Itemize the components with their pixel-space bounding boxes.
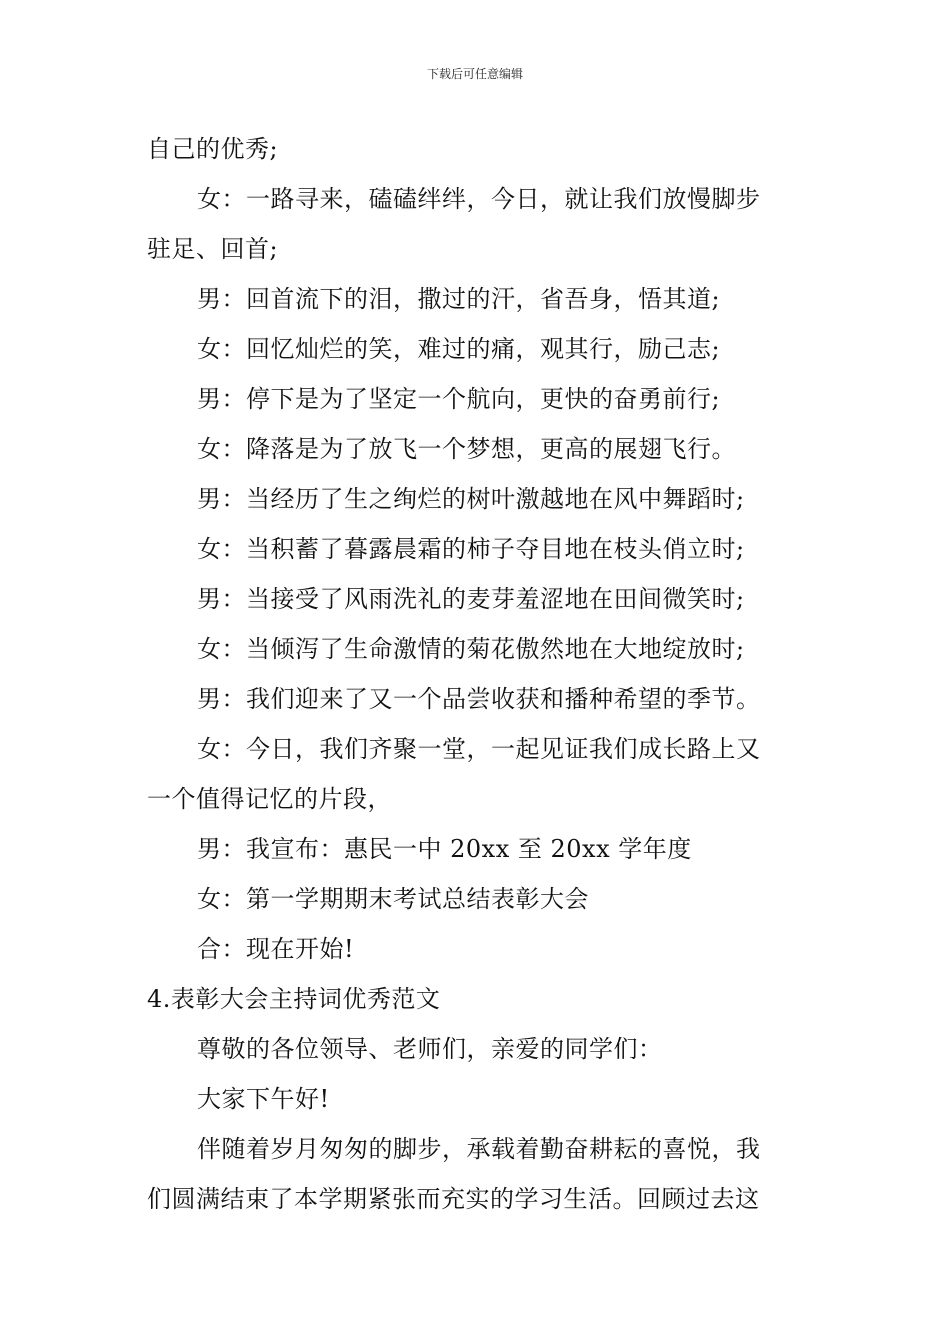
section-heading: 4.表彰大会主持词优秀范文 [147, 985, 441, 1013]
text-line: 女：第一学期期末考试总结表彰大会 [197, 885, 589, 913]
text-line: 大家下午好! [197, 1085, 330, 1113]
text-line: 女：降落是为了放飞一个梦想，更高的展翅飞行。 [197, 435, 736, 463]
text-line: 男：回首流下的泪，撒过的汗，省吾身，悟其道; [197, 285, 721, 313]
text-line: 男：我们迎来了又一个品尝收获和播种希望的季节。 [197, 685, 761, 713]
text-line: 女：今日，我们齐聚一堂，一起见证我们成长路上又 [197, 735, 761, 763]
text-line: 驻足、回首; [147, 235, 279, 263]
text-line: 尊敬的各位领导、老师们，亲爱的同学们： [197, 1035, 663, 1063]
text-line: 们圆满结束了本学期紧张而充实的学习生活。回顾过去这 [147, 1185, 760, 1213]
text-line: 伴随着岁月匆匆的脚步，承载着勤奋耕耘的喜悦，我 [197, 1135, 761, 1163]
text-line: 男：当经历了生之绚烂的树叶激越地在风中舞蹈时; [197, 485, 745, 513]
text-line: 一个值得记忆的片段， [147, 785, 392, 813]
text-line: 女：回忆灿烂的笑，难过的痛，观其行，励己志; [197, 335, 721, 363]
text-line: 男：我宣布：惠民一中 20xx 至 20xx 学年度 [197, 835, 692, 863]
text-line: 男：停下是为了坚定一个航向，更快的奋勇前行; [197, 385, 721, 413]
text-line: 女：当积蓄了暮露晨霜的柿子夺目地在枝头俏立时; [197, 535, 745, 563]
text-line: 自己的优秀; [147, 135, 279, 163]
text-line: 合：现在开始! [197, 935, 355, 963]
document-body [147, 124, 807, 1224]
text-line: 男：当接受了风雨洗礼的麦芽羞涩地在田间微笑时; [197, 585, 745, 613]
text-line: 女：当倾泻了生命激情的菊花傲然地在大地绽放时; [197, 635, 745, 663]
text-line: 女：一路寻来，磕磕绊绊，今日，就让我们放慢脚步 [197, 185, 761, 213]
page-header: 下载后可任意编辑 [426, 67, 523, 81]
